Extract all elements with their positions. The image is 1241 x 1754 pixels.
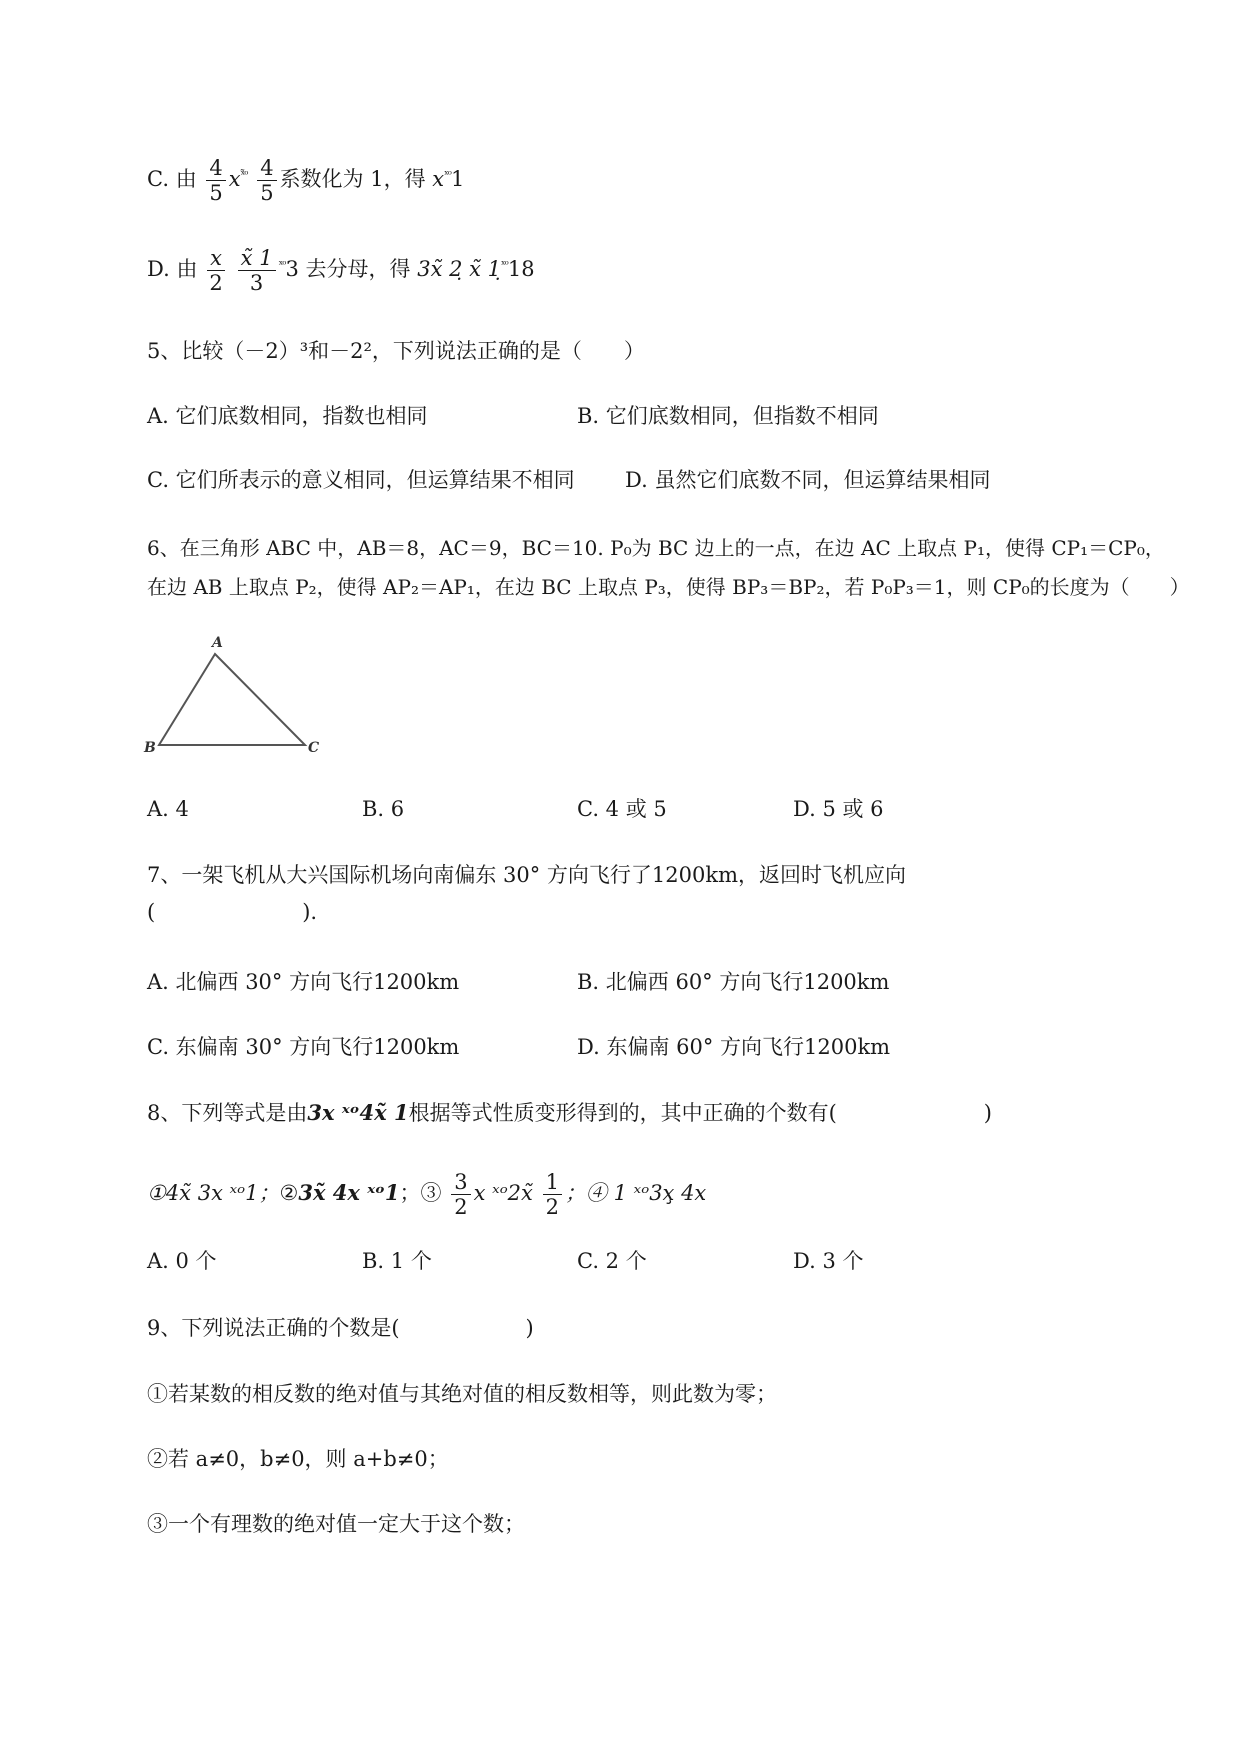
q5-stem: 5、比较（－2）³和－2²，下列说法正确的是（ ）: [147, 339, 645, 363]
q9-statement-1: ①若某数的相反数的绝对值与其绝对值的相反数相等，则此数为零；: [147, 1382, 777, 1406]
q7-stem-line2: ( ).: [147, 900, 318, 924]
q6-option-a: A. 4: [147, 797, 189, 821]
q7-stem-line1: 7、一架飞机从大兴国际机场向南偏东 30° 方向飞行了1200km，返回时飞机应向: [147, 863, 907, 887]
q4-option-d: D. 由 $\frac{x}{2}$ $\frac{x̃ 1}{3}$ $^{ˣᵒ}$3 去分母，得 3x̃ 2̣ x̃ 1̣$^{ˣᵒ}$18: [147, 246, 535, 295]
q9-statement-3: ③一个有理数的绝对值一定大于这个数；: [147, 1512, 525, 1536]
q5-option-b: B. 它们底数相同，但指数不相同: [577, 404, 879, 428]
q8-option-b: B. 1 个: [362, 1249, 432, 1273]
q7-option-c: C. 东偏南 30° 方向飞行1200km: [147, 1035, 460, 1059]
fraction: $\frac{4}{5}$: [206, 156, 225, 205]
vertex-c-label: C: [308, 740, 320, 756]
q8-equation: 3x ˣᵒ4x̃ 1: [307, 1100, 409, 1125]
triangle-abc: [159, 654, 305, 745]
fraction: $\frac{3}{2}$: [451, 1170, 470, 1219]
fraction: $\frac{4}{5}$: [257, 156, 276, 205]
q5-option-d: D. 虽然它们底数不同，但运算结果相同: [625, 468, 991, 492]
q6-option-c: C. 4 或 5: [577, 797, 667, 821]
q6-stem-line2: 在边 AB 上取点 P₂，使得 AP₂＝AP₁，在边 BC 上取点 P₃，使得 BP₃＝BP₂，若 P₀P₃＝1，则 CP₀的长度为（ ）: [147, 575, 1190, 599]
q7-option-b: B. 北偏西 60° 方向飞行1200km: [577, 970, 890, 994]
vertex-a-label: A: [212, 635, 223, 651]
q4-option-c: C. 由 $\frac{4}{5}$ $x^{ˣ̃ᵒ}$ $\frac{4}{5}$ 系数化为 1，得 $x^{ˣᵒ}1$: [147, 156, 465, 205]
fraction: $\frac{x̃ 1}{3}$: [238, 246, 276, 295]
q8-option-d: D. 3 个: [793, 1249, 864, 1273]
vertex-b-label: B: [144, 740, 156, 756]
triangle-figure: [140, 628, 340, 758]
q6-option-d: D. 5 或 6: [793, 797, 884, 821]
q6-option-b: B. 6: [362, 797, 405, 821]
q8-stem: 8、下列等式是由3x ˣᵒ4x̃ 1根据等式性质变形得到的，其中正确的个数有( ): [147, 1100, 992, 1125]
q7-option-a: A. 北偏西 30° 方向飞行1200km: [147, 970, 460, 994]
q7-option-d: D. 东偏南 60° 方向飞行1200km: [577, 1035, 891, 1059]
q8-items: ①4x̃ 3x ˣᵒ1；②3x̃ 4x ˣᵒ1；③ $\frac{3}{2}$ x ˣᵒ2x̃ $\frac{1}{2}$ ；④ 1 ˣᵒ3x̧ 4x: [147, 1170, 707, 1219]
q6-stem-line1: 6、在三角形 ABC 中，AB＝8，AC＝9，BC＝10. P₀为 BC 边上的一点，在边 AC 上取点 P₁，使得 CP₁＝CP₀，: [147, 536, 1165, 560]
q5-option-c: C. 它们所表示的意义相同，但运算结果不相同: [147, 468, 575, 492]
q8-option-c: C. 2 个: [577, 1249, 647, 1273]
fraction: $\frac{x}{2}$: [207, 246, 225, 295]
q5-option-a: A. 它们底数相同，指数也相同: [147, 404, 428, 428]
fraction: $\frac{1}{2}$: [543, 1170, 562, 1219]
q8-option-a: A. 0 个: [147, 1249, 217, 1273]
q9-statement-2: ②若 a≠0，b≠0，则 a+b≠0；: [147, 1447, 449, 1471]
q9-stem: 9、下列说法正确的个数是( ): [147, 1316, 534, 1340]
